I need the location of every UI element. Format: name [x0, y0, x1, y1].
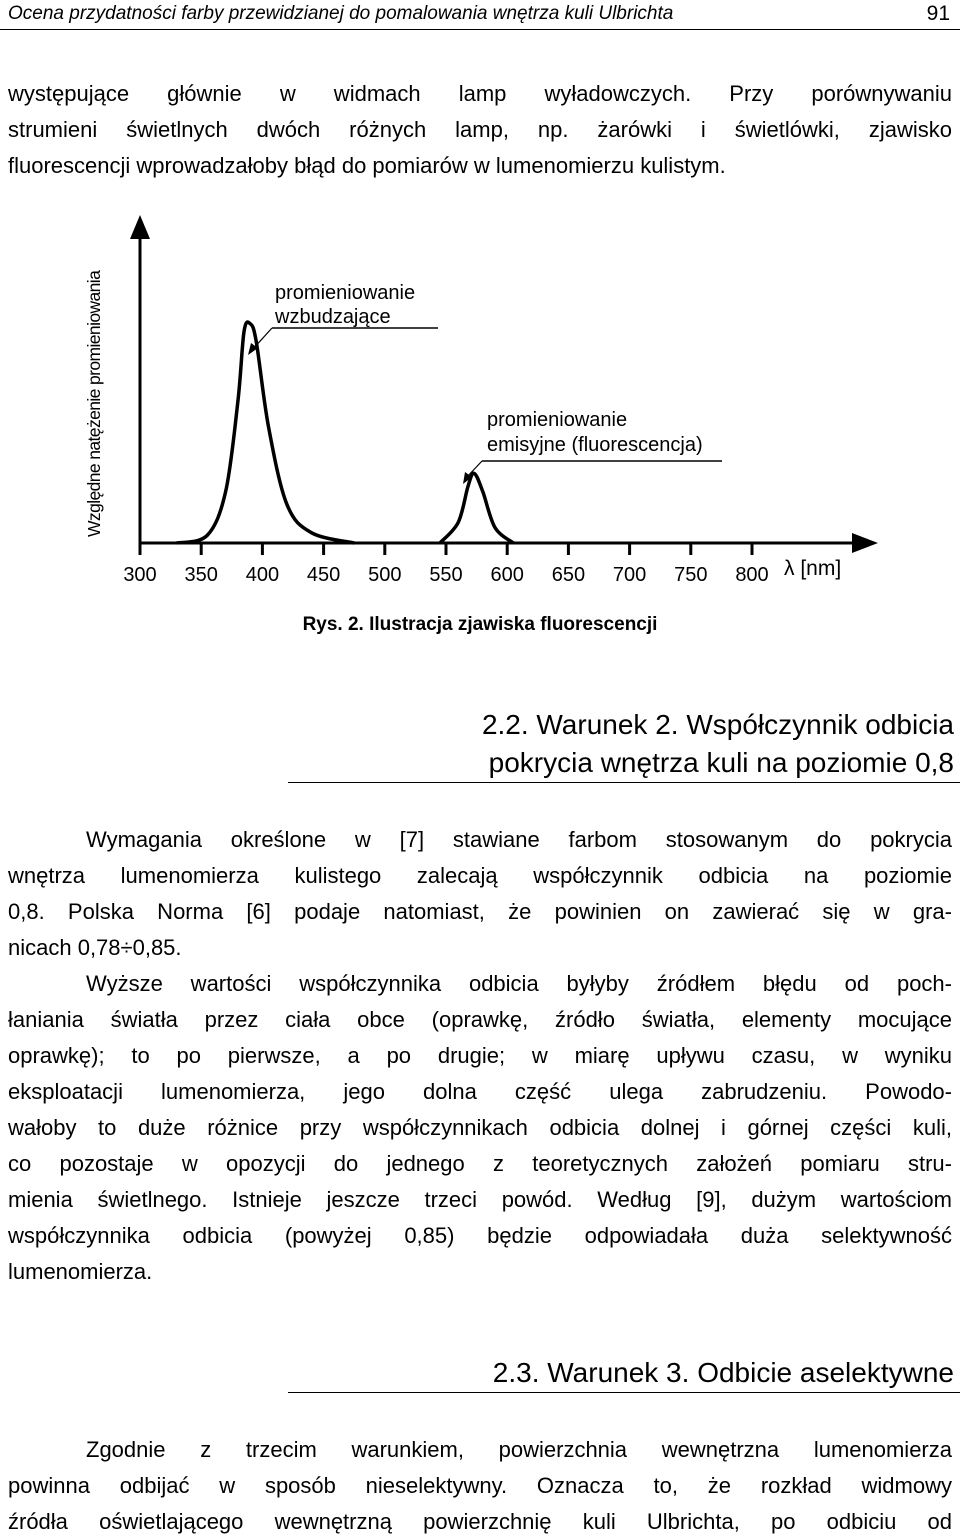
paragraph-line: co pozostaje w opozycji do jednego z teoretycznych założeń pomiaru stru- — [8, 1151, 952, 1176]
paragraph-line: źródła oświetlającego wewnętrzną powierzchnię kuli Ulbrichta, po odbiciu od — [8, 1509, 952, 1534]
y-axis-label: Względne natężenie promieniowania — [84, 270, 104, 537]
paragraph-line: lumenomierza. — [8, 1259, 153, 1284]
x-tick-label: 450 — [306, 564, 341, 586]
x-tick-label: 300 — [123, 564, 157, 586]
paragraph-line: łaniania światła przez ciała obce (oprawkę, źródło światła, elementy mocujące — [8, 1007, 952, 1032]
annotation-excitation-line2: wzbudzające — [275, 306, 391, 328]
excitation-curve — [177, 322, 354, 543]
paragraph-line: mienia świetlnego. Istnieje jeszcze trzeci powód. Według [9], dużym wartościom — [8, 1187, 952, 1212]
paragraph-line: Zgodnie z trzecim warunkiem, powierzchnia wewnętrzna lumenomierza — [86, 1437, 952, 1462]
x-tick-label: 500 — [368, 564, 402, 586]
paragraph-line: Wymagania określone w [7] stawiane farbom stosowanym do pokrycia — [86, 827, 952, 852]
paragraph-line: eksploatacji lumenomierza, jego dolna część ulega zabrudzeniu. Powodo- — [8, 1079, 952, 1104]
x-ticks — [140, 543, 752, 555]
x-tick-label: 600 — [490, 564, 524, 586]
paragraph-line: wałoby to duże różnice przy współczynnikach odbicia dolnej i górnej części kuli, — [8, 1115, 952, 1140]
figure-caption: Rys. 2. Ilustracja zjawiska fluorescencji — [302, 614, 658, 635]
x-axis-unit-label: λ [nm] — [784, 557, 842, 580]
section-2-2-heading-line1: 2.2. Warunek 2. Współczynnik odbicia — [481, 709, 954, 740]
y-axis-arrow — [130, 215, 150, 239]
section-2-2-heading-rule — [288, 782, 960, 783]
paragraph-line: 0,8. Polska Norma [6] podaje natomiast, że powinien on zawierać się w gra- — [8, 899, 952, 924]
section-2-3-heading: 2.3. Warunek 3. Odbicie aselektywne — [492, 1357, 954, 1388]
paragraph-line: oprawkę); to po pierwsze, a po drugie; w miarę upływu czasu, w wyniku — [8, 1043, 952, 1068]
emission-curve — [440, 473, 513, 543]
paragraph-line: nicach 0,78÷0,85. — [8, 935, 182, 960]
intro-line: fluorescencji wprowadzałoby błąd do pomiarów w lumenomierzu kulistym. — [8, 153, 726, 178]
paragraph-line: współczynnika odbicia (powyżej 0,85) będzie odpowiadała duża selektywność — [8, 1223, 952, 1248]
page-number: 91 — [926, 2, 950, 25]
paragraph-line: Wyższe wartości współczynnika odbicia byłyby źródłem błędu od poch- — [86, 971, 952, 996]
x-tick-label: 650 — [551, 564, 586, 586]
x-axis-arrow — [852, 533, 878, 553]
spectrum-curves — [177, 322, 514, 543]
annotation-excitation-line1: promieniowanie — [275, 282, 416, 304]
section-2-3-body — [8, 1432, 952, 1540]
paragraph-line: wnętrza lumenomierza kulistego zalecają współczynnik odbicia na poziomie — [8, 863, 952, 888]
x-tick-label: 800 — [735, 564, 769, 586]
annotation-emission-line2: emisyjne (fluorescencja) — [487, 434, 703, 456]
annotation-emission-line1: promieniowanie — [487, 409, 628, 431]
x-tick-labels — [123, 564, 768, 586]
section-2-2-heading-line2: pokrycia wnętrza kuli na poziomie 0,8 — [488, 747, 954, 778]
header-divider — [0, 29, 960, 30]
x-tick-label: 400 — [245, 564, 280, 586]
fluorescence-figure — [0, 205, 960, 605]
section-2-3-heading-rule — [288, 1392, 960, 1393]
paragraph-line: powinna odbijać w sposób nieselektywny. Oznacza to, że rozkład widmowy — [8, 1473, 952, 1498]
x-tick-label: 350 — [184, 564, 218, 586]
x-tick-label: 750 — [674, 564, 708, 586]
intro-paragraph — [8, 76, 952, 184]
running-header-title: Ocena przydatności farby przewidzianej do pomalowania wnętrza kuli Ulbrichta — [8, 3, 674, 24]
intro-line: strumieni świetlnych dwóch różnych lamp, np. żarówki i świetlówki, zjawisko — [8, 117, 952, 142]
intro-line: występujące głównie w widmach lamp wyładowczych. Przy porównywaniu — [8, 81, 952, 106]
section-2-2-body — [8, 822, 952, 1290]
x-tick-label: 700 — [612, 564, 647, 586]
x-tick-label: 550 — [429, 564, 463, 586]
